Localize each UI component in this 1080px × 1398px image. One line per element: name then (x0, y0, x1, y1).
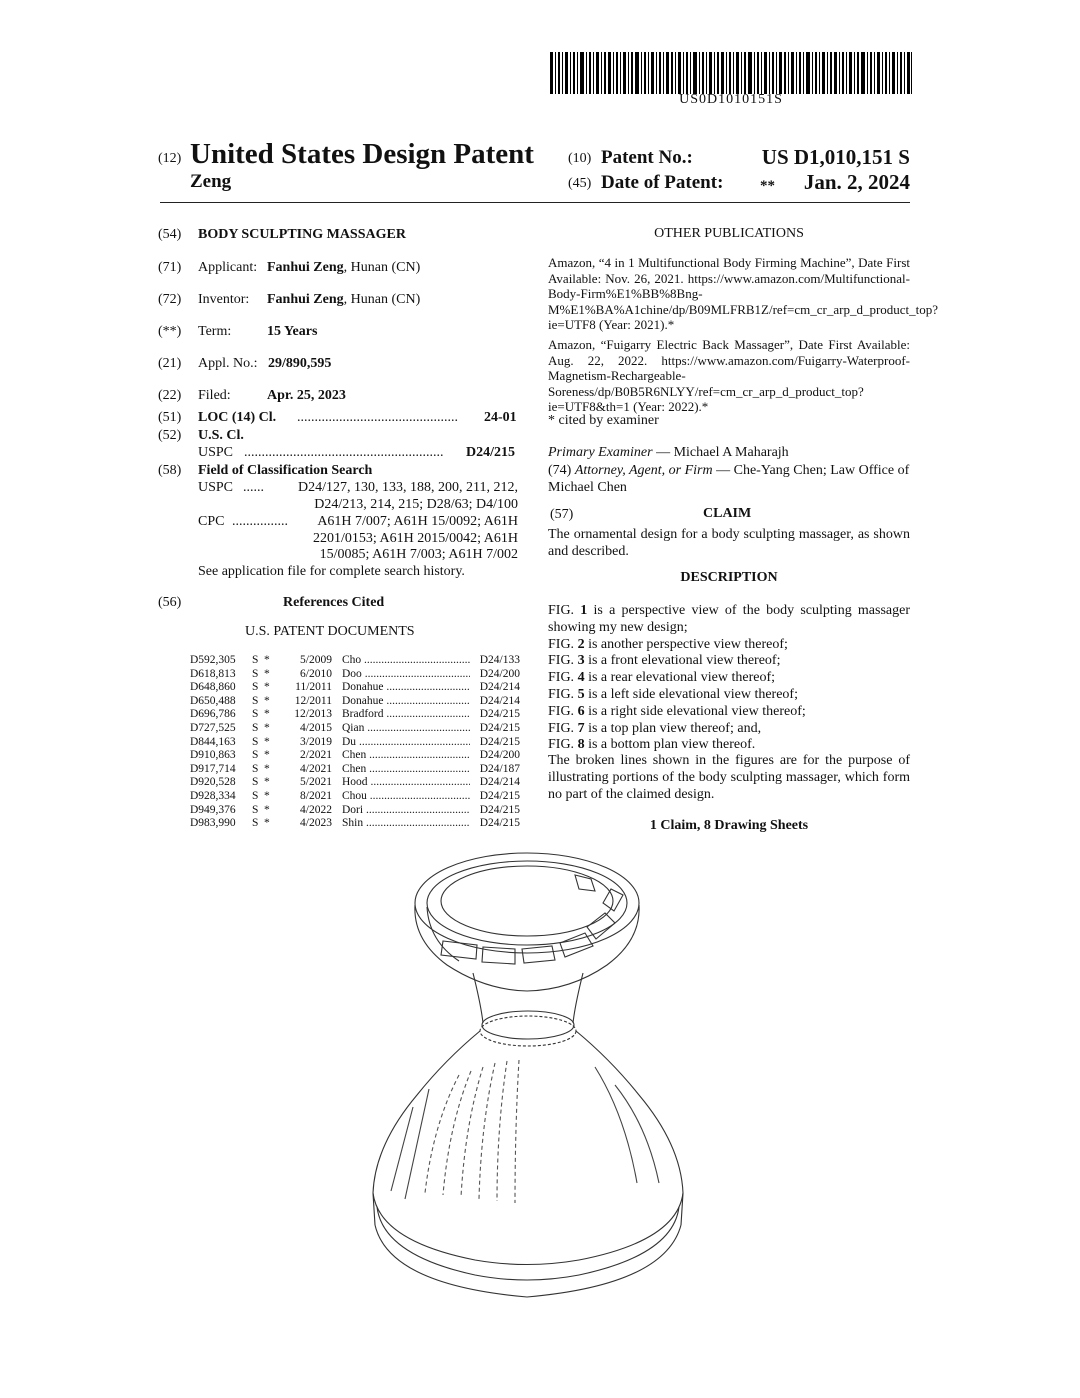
reference-row (190, 749, 520, 763)
filed-value: Apr. 25, 2023 (267, 388, 346, 403)
date-stars: ** (760, 178, 775, 194)
uspc-dots: ......................................................... (244, 445, 444, 460)
field-71-code: (71) (158, 260, 182, 275)
inventor-name: Fanhui Zeng (267, 292, 344, 307)
filed-label: Filed: (198, 388, 231, 403)
inventor-label: Inventor: (198, 292, 250, 307)
reference-date: 12/2011 (294, 694, 332, 707)
field-search-label: Field of Classification Search (198, 463, 373, 478)
reference-row (190, 804, 520, 818)
reference-dots (364, 722, 470, 734)
reference-name-text: Donahue (342, 694, 384, 707)
claim-text: The ornamental design for a body sculpting massager, as shown and described. (548, 527, 910, 559)
figure-text: is a left side elevational view thereof; (584, 686, 798, 702)
claim-code: (57) (550, 507, 574, 522)
reference-star: * (264, 721, 270, 734)
reference-name (342, 776, 470, 790)
figure-description (548, 721, 910, 738)
reference-row (190, 817, 520, 831)
reference-date: 4/2021 (300, 762, 332, 775)
reference-date: 8/2021 (300, 789, 332, 802)
reference-class: D24/200 (479, 667, 520, 680)
reference-row (190, 654, 520, 668)
cited-by-examiner: * cited by examiner (548, 413, 659, 428)
reference-class: D24/215 (479, 817, 520, 830)
figure-prefix: FIG. (548, 703, 578, 719)
reference-row (190, 708, 520, 722)
field-search-cpc-line1: A61H 7/007; A61H 15/0092; A61H (317, 514, 518, 529)
reference-row (190, 736, 520, 750)
appl-no-value: 29/890,595 (268, 356, 332, 371)
reference-kind: S (252, 667, 259, 680)
term-label: Term: (198, 324, 232, 339)
reference-dots (356, 736, 470, 748)
inventor-location: , Hunan (CN) (343, 292, 421, 307)
date-of-patent: Jan. 2, 2024 (803, 170, 910, 194)
reference-star: * (264, 803, 270, 816)
reference-name (342, 668, 470, 682)
claim-title: CLAIM (703, 506, 752, 521)
reference-name (342, 749, 470, 763)
reference-class: D24/215 (479, 735, 520, 748)
reference-row (190, 763, 520, 777)
reference-row (190, 681, 520, 695)
figure-text: is a right side elevational view thereof; (584, 703, 806, 719)
reference-number: D650,488 (190, 694, 236, 707)
reference-name (342, 736, 470, 750)
reference-date: 6/2010 (300, 667, 332, 680)
reference-kind: S (252, 817, 259, 830)
reference-dots (363, 817, 470, 829)
reference-number: D696,786 (190, 708, 236, 721)
field-22-code: (22) (158, 388, 182, 403)
reference-name (342, 681, 470, 695)
reference-name (342, 695, 470, 709)
reference-name-text: Chen (342, 749, 367, 762)
reference-kind: S (252, 776, 259, 789)
reference-star: * (264, 667, 270, 680)
barcode-number: US0D1010151S (679, 92, 783, 107)
references-title: References Cited (283, 595, 385, 610)
patent-number-label: Patent No.: (601, 147, 693, 168)
figure-description (548, 670, 910, 687)
reference-name-text: Doo (342, 667, 362, 680)
reference-kind: S (252, 789, 259, 802)
publication-1: Amazon, “4 in 1 Multifunctional Body Firming Machine”, Date First Available: Nov. 26, 2021. https://www.amazon.com/Multifunctional-Body-Firm%E1%BB%8Bng-M%E1%BA%A1chine/dp/B09MLFRB1Z/ref=cm_cr_arp_d_product_top?ie=UTF8 (Year: 2021).* (548, 255, 939, 333)
attorney-code: (74) (548, 463, 572, 478)
figure-prefix: FIG. (548, 653, 578, 669)
figure-prefix: FIG. (548, 737, 578, 753)
design-title: BODY SCULPTING MASSAGER (198, 227, 406, 242)
reference-name-text: Donahue (342, 681, 384, 694)
field-search-uspc-dots: ...... (243, 480, 264, 495)
barcode (550, 52, 912, 94)
reference-row (190, 695, 520, 709)
primary-examiner-label: Primary Examiner (548, 445, 653, 460)
references-subtitle: U.S. PATENT DOCUMENTS (245, 624, 415, 639)
field-58-code: (58) (158, 463, 182, 478)
reference-date: 11/2011 (295, 681, 332, 694)
reference-dots (368, 776, 470, 788)
reference-class: D24/187 (479, 762, 520, 775)
reference-number: D592,305 (190, 654, 236, 666)
field-54-code: (54) (158, 227, 182, 242)
reference-dots (363, 804, 470, 816)
field-search-note: See application file for complete search history. (198, 564, 465, 579)
date-of-patent-label: Date of Patent: (601, 172, 724, 193)
reference-star: * (264, 776, 270, 789)
field-search-cpc-dots: ................ (232, 514, 288, 529)
reference-date: 4/2022 (300, 803, 332, 816)
reference-kind: S (252, 762, 259, 775)
reference-name-text: Bradford (342, 708, 384, 721)
loc-value: 24-01 (484, 410, 517, 425)
reference-class: D24/215 (479, 708, 520, 721)
applicant-name: Fanhui Zeng (267, 260, 344, 275)
cap-top-outline (415, 853, 639, 953)
field-search-cpc-line3: 15/0085; A61H 7/003; A61H 7/002 (319, 547, 518, 562)
figure-prefix: FIG. (548, 720, 578, 736)
reference-row (190, 776, 520, 790)
figure-prefix: FIG. (548, 636, 578, 652)
figure-prefix: FIG. (548, 603, 581, 618)
figure-number: 7 (577, 720, 585, 736)
reference-row (190, 668, 520, 682)
reference-number: D983,990 (190, 817, 236, 830)
reference-dots (362, 668, 470, 680)
reference-class: D24/214 (479, 681, 520, 694)
reference-name (342, 804, 470, 818)
reference-dots (384, 695, 470, 707)
reference-number: D648,860 (190, 681, 236, 694)
reference-number: D928,334 (190, 789, 236, 802)
reference-dots (366, 749, 470, 761)
reference-kind: S (252, 721, 259, 734)
field-72-code: (72) (158, 292, 182, 307)
reference-class: D24/200 (479, 749, 520, 762)
reference-date: 4/2015 (300, 721, 332, 734)
reference-name (342, 790, 470, 804)
us-cl-label: U.S. Cl. (198, 428, 244, 443)
reference-date: 2/2021 (300, 749, 332, 762)
reference-kind: S (252, 708, 259, 721)
term-value: 15 Years (267, 324, 318, 339)
reference-number: D949,376 (190, 803, 236, 816)
header-code-45: (45) (568, 176, 592, 191)
publication-2: Amazon, “Fuigarry Electric Back Massager”, Date First Available: Aug. 22, 2022. https://www.amazon.com/Fuigarry-Waterproof-Magnetism-Rechargeable-Soreness/dp/B0B5R6NLYY/ref=cm_cr_arp_d_product_top?ie=UTF8&th=1 (Year: 2022).* (548, 337, 910, 415)
patent-number: US D1,010,151 S (761, 145, 910, 169)
reference-dots (366, 763, 470, 775)
reference-name-text: Hood (342, 776, 368, 789)
reference-date: 5/2021 (300, 776, 332, 789)
reference-dots (367, 790, 470, 802)
field-51-code: (51) (158, 410, 182, 425)
reference-dots (384, 708, 470, 720)
reference-number: D844,163 (190, 735, 236, 748)
reference-kind: S (252, 735, 259, 748)
reference-star: * (264, 749, 270, 762)
loc-dots: .............................................. (297, 410, 458, 425)
button-3 (522, 946, 555, 963)
references-table (190, 654, 520, 831)
figure-description (548, 637, 910, 654)
figure-text: is a bottom plan view thereof. (584, 737, 756, 753)
description-title: DESCRIPTION (680, 570, 778, 585)
reference-number: D920,528 (190, 776, 236, 789)
figure-number: 1 (580, 603, 588, 618)
header-code-10: (10) (568, 151, 592, 166)
applicant-value (267, 260, 420, 276)
applicant-label: Applicant: (198, 260, 258, 275)
figure-number: 6 (577, 703, 585, 719)
other-publications-title: OTHER PUBLICATIONS (654, 226, 804, 241)
header-code-12: (12) (158, 151, 182, 166)
figure-prefix: FIG. (548, 686, 578, 702)
reference-name-text: Cho (342, 654, 362, 666)
reference-class: D24/215 (479, 803, 520, 816)
figure-number: 2 (577, 636, 585, 652)
reference-name-text: Shin (342, 817, 364, 830)
figure-descriptions (548, 603, 910, 754)
reference-star: * (264, 789, 270, 802)
reference-dots (361, 654, 470, 666)
reference-name-text: Qian (342, 721, 365, 734)
figure-text: is a perspective view of the body sculpting massager showing my new design; (548, 603, 911, 635)
figure-description (548, 653, 910, 670)
reference-star: * (264, 681, 270, 694)
reference-name-text: Du (342, 735, 357, 748)
reference-date: 4/2023 (300, 817, 332, 830)
inventor-value (267, 292, 420, 308)
figure-description (548, 737, 910, 754)
attorney-name: — Che-Yang Chen; Law Office of Michael Chen (548, 463, 910, 495)
reference-name (342, 708, 470, 722)
reference-kind: S (252, 681, 259, 694)
document-title: United States Design Patent (190, 138, 534, 170)
term-code: (**) (158, 324, 182, 339)
reference-class: D24/215 (479, 721, 520, 734)
reference-star: * (264, 762, 270, 775)
primary-examiner-name: — Michael A Maharajh (652, 445, 789, 460)
cap-face (441, 866, 613, 936)
reference-row (190, 790, 520, 804)
reference-class: D24/133 (479, 654, 520, 666)
button-7 (575, 875, 595, 891)
figure-number: 5 (577, 686, 585, 702)
reference-name (342, 817, 470, 831)
reference-star: * (264, 817, 270, 830)
reference-kind: S (252, 694, 259, 707)
loc-label: LOC (14) Cl. (198, 410, 277, 425)
field-search-uspc-line1: D24/127, 130, 133, 188, 200, 211, 212, (298, 480, 518, 495)
appl-no-label: Appl. No.: (198, 356, 258, 371)
reference-date: 3/2019 (300, 735, 332, 748)
uspc-label: USPC (198, 445, 234, 460)
primary-examiner (548, 445, 910, 461)
attorney (548, 463, 910, 496)
reference-star: * (264, 694, 270, 707)
header-rule (160, 202, 910, 203)
reference-number: D917,714 (190, 762, 236, 775)
claims-sheets: 1 Claim, 8 Drawing Sheets (649, 818, 809, 833)
uspc-value: D24/215 (466, 445, 515, 460)
figure-number: 4 (577, 670, 585, 686)
reference-name (342, 722, 470, 736)
reference-class: D24/215 (479, 789, 520, 802)
broken-lines-note: The broken lines shown in the figures are for the purpose of illustrating portions of the body sculpting massager, which form no part of the claimed design. (548, 753, 910, 802)
reference-class: D24/214 (479, 694, 520, 707)
reference-star: * (264, 654, 270, 666)
figure-text: is a front elevational view thereof; (584, 653, 781, 669)
reference-dots (384, 681, 470, 693)
reference-class: D24/214 (479, 776, 520, 789)
reference-kind: S (252, 654, 259, 666)
header-inventor: Zeng (190, 171, 232, 192)
reference-name-text: Chou (342, 789, 367, 802)
reference-number: D727,525 (190, 721, 236, 734)
field-21-code: (21) (158, 356, 182, 371)
reference-number: D618,813 (190, 667, 236, 680)
field-56-code: (56) (158, 595, 182, 610)
reference-name (342, 763, 470, 777)
reference-row (190, 722, 520, 736)
figure-prefix: FIG. (548, 670, 578, 686)
reference-kind: S (252, 749, 259, 762)
reference-name (342, 654, 470, 668)
reference-kind: S (252, 803, 259, 816)
field-search-uspc-label: USPC (198, 480, 234, 495)
figure-number: 8 (577, 737, 585, 753)
figure-text: is a top plan view thereof; and, (584, 720, 762, 736)
figure-text: is a rear elevational view thereof; (584, 670, 776, 686)
reference-name-text: Chen (342, 762, 367, 775)
applicant-location: , Hunan (CN) (343, 260, 421, 275)
figure-description (548, 687, 910, 704)
field-search-cpc-label: CPC (198, 514, 225, 529)
reference-star: * (264, 735, 270, 748)
reference-date: 5/2009 (300, 654, 332, 666)
reference-name-text: Dori (342, 803, 364, 816)
massager-drawing (355, 845, 715, 1320)
reference-star: * (264, 708, 270, 721)
figure-text: is another perspective view thereof; (584, 636, 788, 652)
figure-number: 3 (577, 653, 585, 669)
figure-description (548, 603, 910, 637)
attorney-label: Attorney, Agent, or Firm (574, 463, 713, 478)
field-search-cpc-line2: 2201/0153; A61H 2015/0042; A61H (313, 531, 518, 546)
figure-description (548, 704, 910, 721)
reference-date: 12/2013 (294, 708, 332, 721)
field-search-uspc-line2: D24/213, 214, 215; D28/63; D4/100 (314, 497, 518, 512)
field-52-code: (52) (158, 428, 182, 443)
reference-number: D910,863 (190, 749, 236, 762)
